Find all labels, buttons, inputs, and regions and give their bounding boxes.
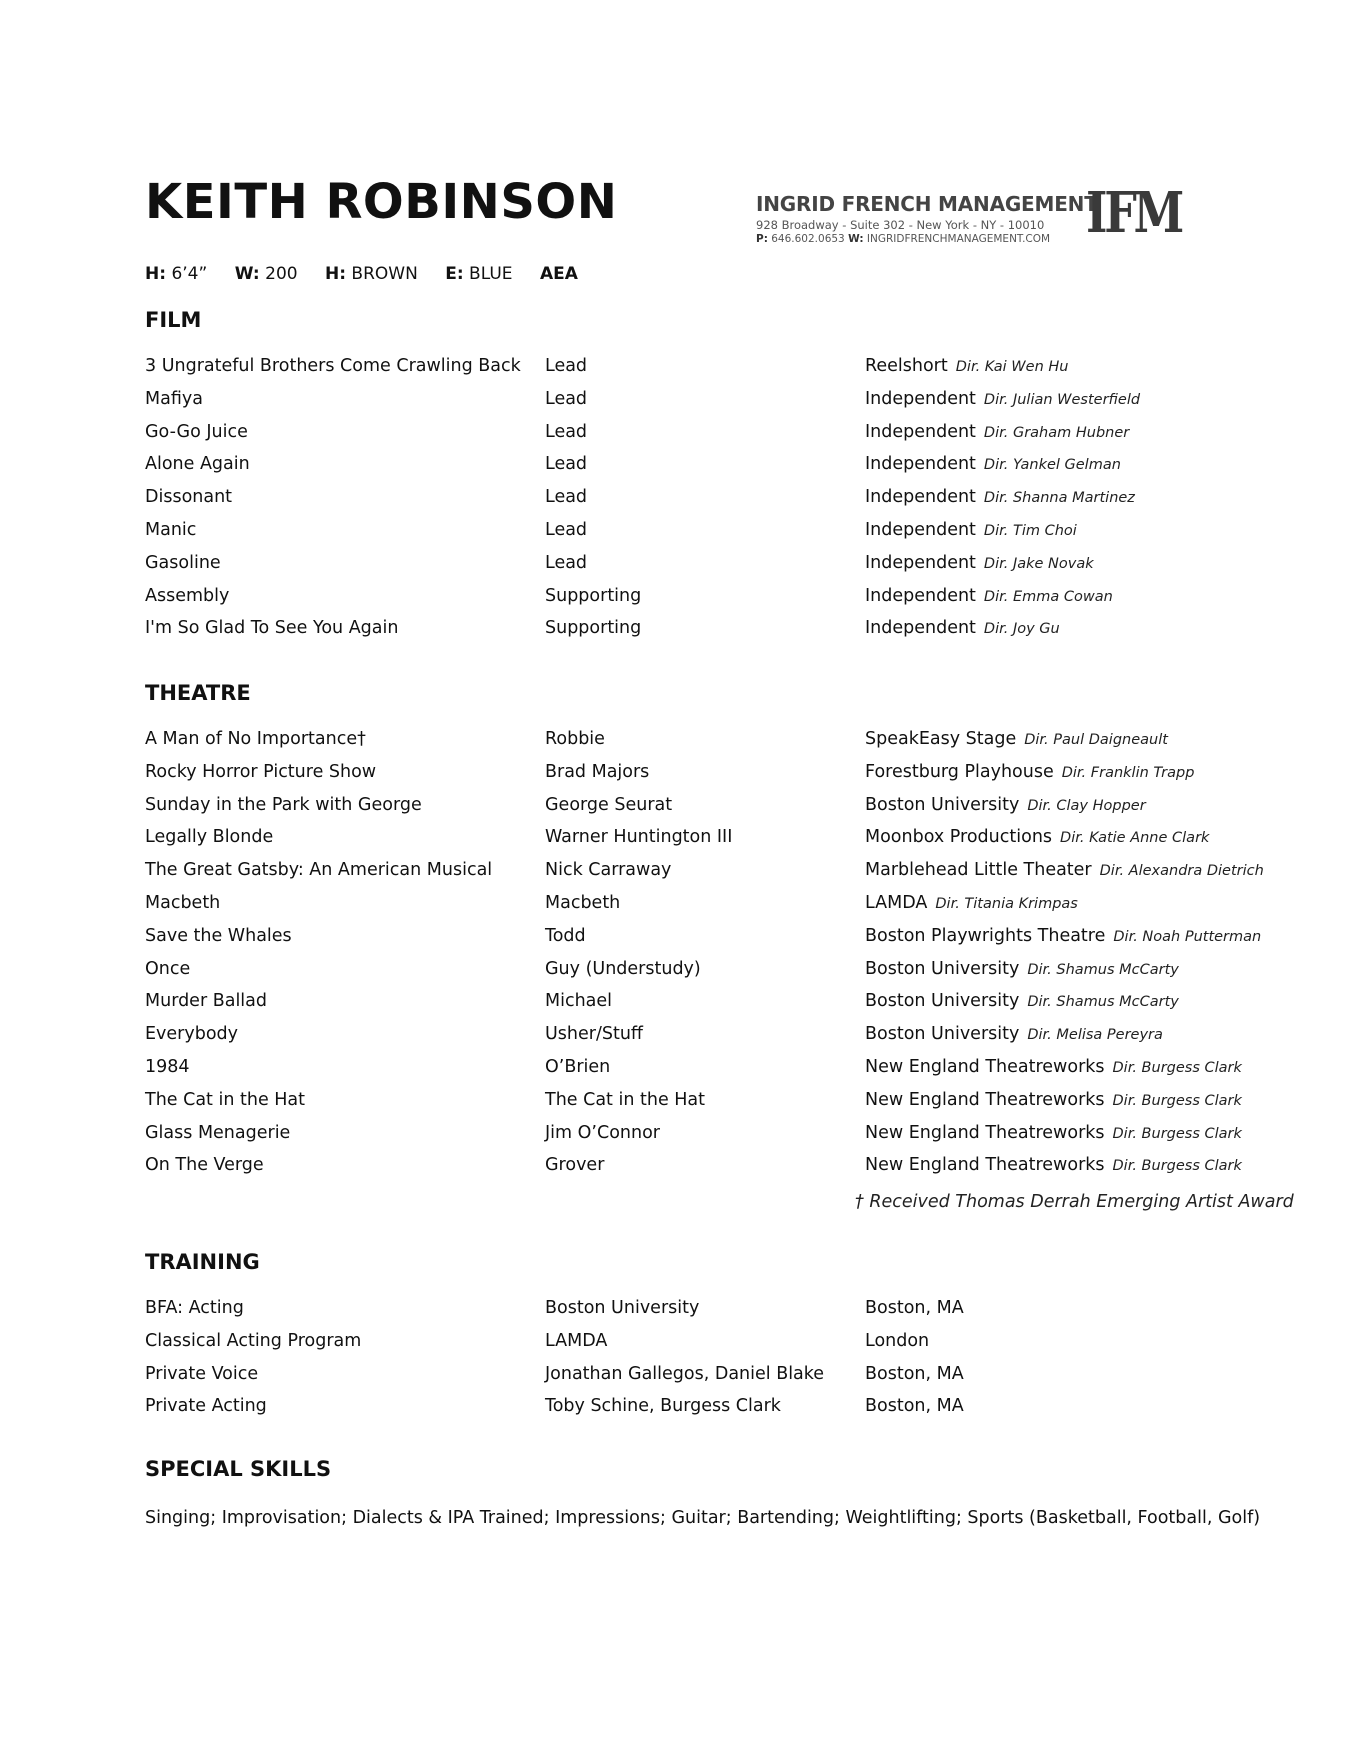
film-heading: FILM xyxy=(145,308,202,332)
theatre-heading: THEATRE xyxy=(145,681,251,705)
theatre-row: Sunday in the Park with George George Seurat Boston University Dir. Clay Hopper xyxy=(145,794,1146,815)
physical-stats xyxy=(145,264,578,284)
actor-name: KEITH ROBINSON xyxy=(145,174,618,230)
film-row: Alone Again Lead Independent Dir. Yankel Gelman xyxy=(145,454,1121,475)
theatre-row: On The Verge Grover New England Theatreworks Dir. Burgess Clark xyxy=(145,1155,1242,1176)
theatre-row: A Man of No Importance† Robbie SpeakEasy Stage Dir. Paul Daigneault xyxy=(145,729,1168,749)
agency-contact: P: 646.602.0653 W: INGRIDFRENCHMANAGEMENT.COM xyxy=(756,233,1051,245)
theatre-row: Once Guy (Understudy) Boston University Dir. Shamus McCarty xyxy=(145,958,1179,979)
film-row: 3 Ungrateful Brothers Come Crawling Back Lead Reelshort Dir. Kai Wen Hu xyxy=(145,356,1069,376)
theatre-row: Macbeth Macbeth LAMDA Dir. Titania Krimpas xyxy=(145,892,1078,913)
film-row: Assembly Supporting Independent Dir. Emma Cowan xyxy=(145,585,1113,606)
theatre-row: Rocky Horror Picture Show Brad Majors Forestburg Playhouse Dir. Franklin Trapp xyxy=(145,761,1195,782)
film-row: Manic Lead Independent Dir. Tim Choi xyxy=(145,519,1077,540)
award-note: † Received Thomas Derrah Emerging Artist Award xyxy=(855,1192,1294,1212)
theatre-row: Everybody Usher/Stuff Boston University Dir. Melisa Pereyra xyxy=(145,1024,1163,1045)
skills-text: Singing; Improvisation; Dialects & IPA Trained; Impressions; Guitar; Bartending; Weightlifting; Sports (Basketball, Football, Golf) xyxy=(145,1508,1261,1528)
theatre-row: Save the Whales Todd Boston Playwrights Theatre Dir. Noah Putterman xyxy=(145,925,1262,946)
agency-block xyxy=(756,180,1182,250)
theatre-row: Glass Menagerie Jim O’Connor New England Theatreworks Dir. Burgess Clark xyxy=(145,1122,1242,1143)
skills-heading: SPECIAL SKILLS xyxy=(145,1457,332,1481)
film-credits xyxy=(145,356,1295,651)
theatre-row: The Cat in the Hat The Cat in the Hat New England Theatreworks Dir. Burgess Clark xyxy=(145,1089,1242,1110)
film-row: I'm So Glad To See You Again Supporting Independent Dir. Joy Gu xyxy=(145,618,1060,639)
film-row: Gasoline Lead Independent Dir. Jake Novak xyxy=(145,552,1094,573)
theatre-credits xyxy=(145,729,1295,1188)
ifm-logo: IFM xyxy=(1086,180,1182,246)
film-row: Go-Go Juice Lead Independent Dir. Graham Hubner xyxy=(145,421,1130,442)
film-row: Dissonant Lead Independent Dir. Shanna Martinez xyxy=(145,487,1135,508)
agency-name: INGRID FRENCH MANAGEMENT xyxy=(756,192,1098,216)
height-stat: H: 6’4” xyxy=(145,264,208,284)
theatre-row: 1984 O’Brien New England Theatreworks Dir. Burgess Clark xyxy=(145,1056,1242,1077)
training-row: Classical Acting Program LAMDA London xyxy=(145,1330,930,1351)
weight-stat: W: 200 xyxy=(234,264,298,284)
training-row: Private Voice Jonathan Gallegos, Daniel Blake Boston, MA xyxy=(145,1363,964,1384)
agency-address: 928 Broadway - Suite 302 - New York - NY - 10010 xyxy=(756,218,1045,232)
training-row: BFA: Acting Boston University Boston, MA xyxy=(145,1298,964,1318)
hair-stat: H: BROWN xyxy=(324,264,418,284)
theatre-row: The Great Gatsby: An American Musical Nick Carraway Marblehead Little Theater Dir. Alexandra Dietrich xyxy=(145,860,1264,881)
theatre-row: Murder Ballad Michael Boston University Dir. Shamus McCarty xyxy=(145,991,1179,1012)
film-row: Mafiya Lead Independent Dir. Julian Westerfield xyxy=(145,388,1141,409)
theatre-row: Legally Blonde Warner Huntington III Moonbox Productions Dir. Katie Anne Clark xyxy=(145,827,1210,848)
training-list xyxy=(145,1298,1295,1429)
training-row: Private Acting Toby Schine, Burgess Clark Boston, MA xyxy=(145,1396,964,1417)
training-heading: TRAINING xyxy=(145,1250,260,1274)
eyes-stat: E: BLUE xyxy=(445,264,513,284)
union-badge: AEA xyxy=(539,264,578,284)
